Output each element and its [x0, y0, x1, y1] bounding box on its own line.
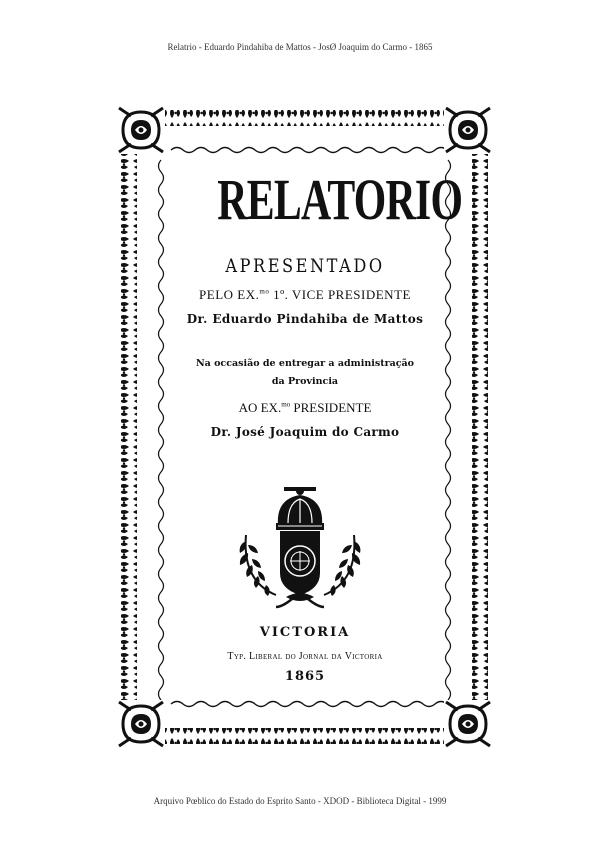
pelo-text: PELO EX.	[199, 287, 260, 302]
ao-text: AO EX.	[238, 400, 282, 415]
occasion-text	[160, 355, 450, 391]
presented-by-line	[170, 287, 440, 303]
pelo-role: 1º. VICE PRESIDENTE	[269, 287, 411, 302]
recipient-name: Dr. José Joaquim do Carmo	[210, 425, 400, 439]
ao-superscript: mo	[281, 400, 291, 409]
occasion-line-2: da Provincia	[271, 376, 339, 387]
place-name: VICTORIA	[259, 625, 351, 640]
presented-line: APRESENTADO	[225, 255, 385, 277]
imperial-coat-of-arms	[232, 485, 368, 610]
printer-line: Typ. Liberal do Jornal da Victoria	[227, 651, 383, 662]
page-header: Relatrio - Eduardo Pindahiba de Mattos - JosØ Joaquim do Carmo - 1865	[167, 42, 433, 52]
publication-year: 1865	[284, 669, 326, 684]
pelo-superscript: mo	[259, 287, 270, 296]
document-title: RELATORIO	[217, 167, 463, 232]
presenter-name: Dr. Eduardo Pindahiba de Mattos	[186, 312, 424, 326]
ao-role: PRESIDENTE	[290, 400, 372, 415]
recipient-role-line	[170, 400, 440, 416]
occasion-line-1: Na occasião de entregar a administração	[195, 358, 415, 369]
page-footer: Arquivo Pœblico do Estado do Esprito Santo - XDOD - Biblioteca Digital - 1999	[153, 796, 447, 806]
